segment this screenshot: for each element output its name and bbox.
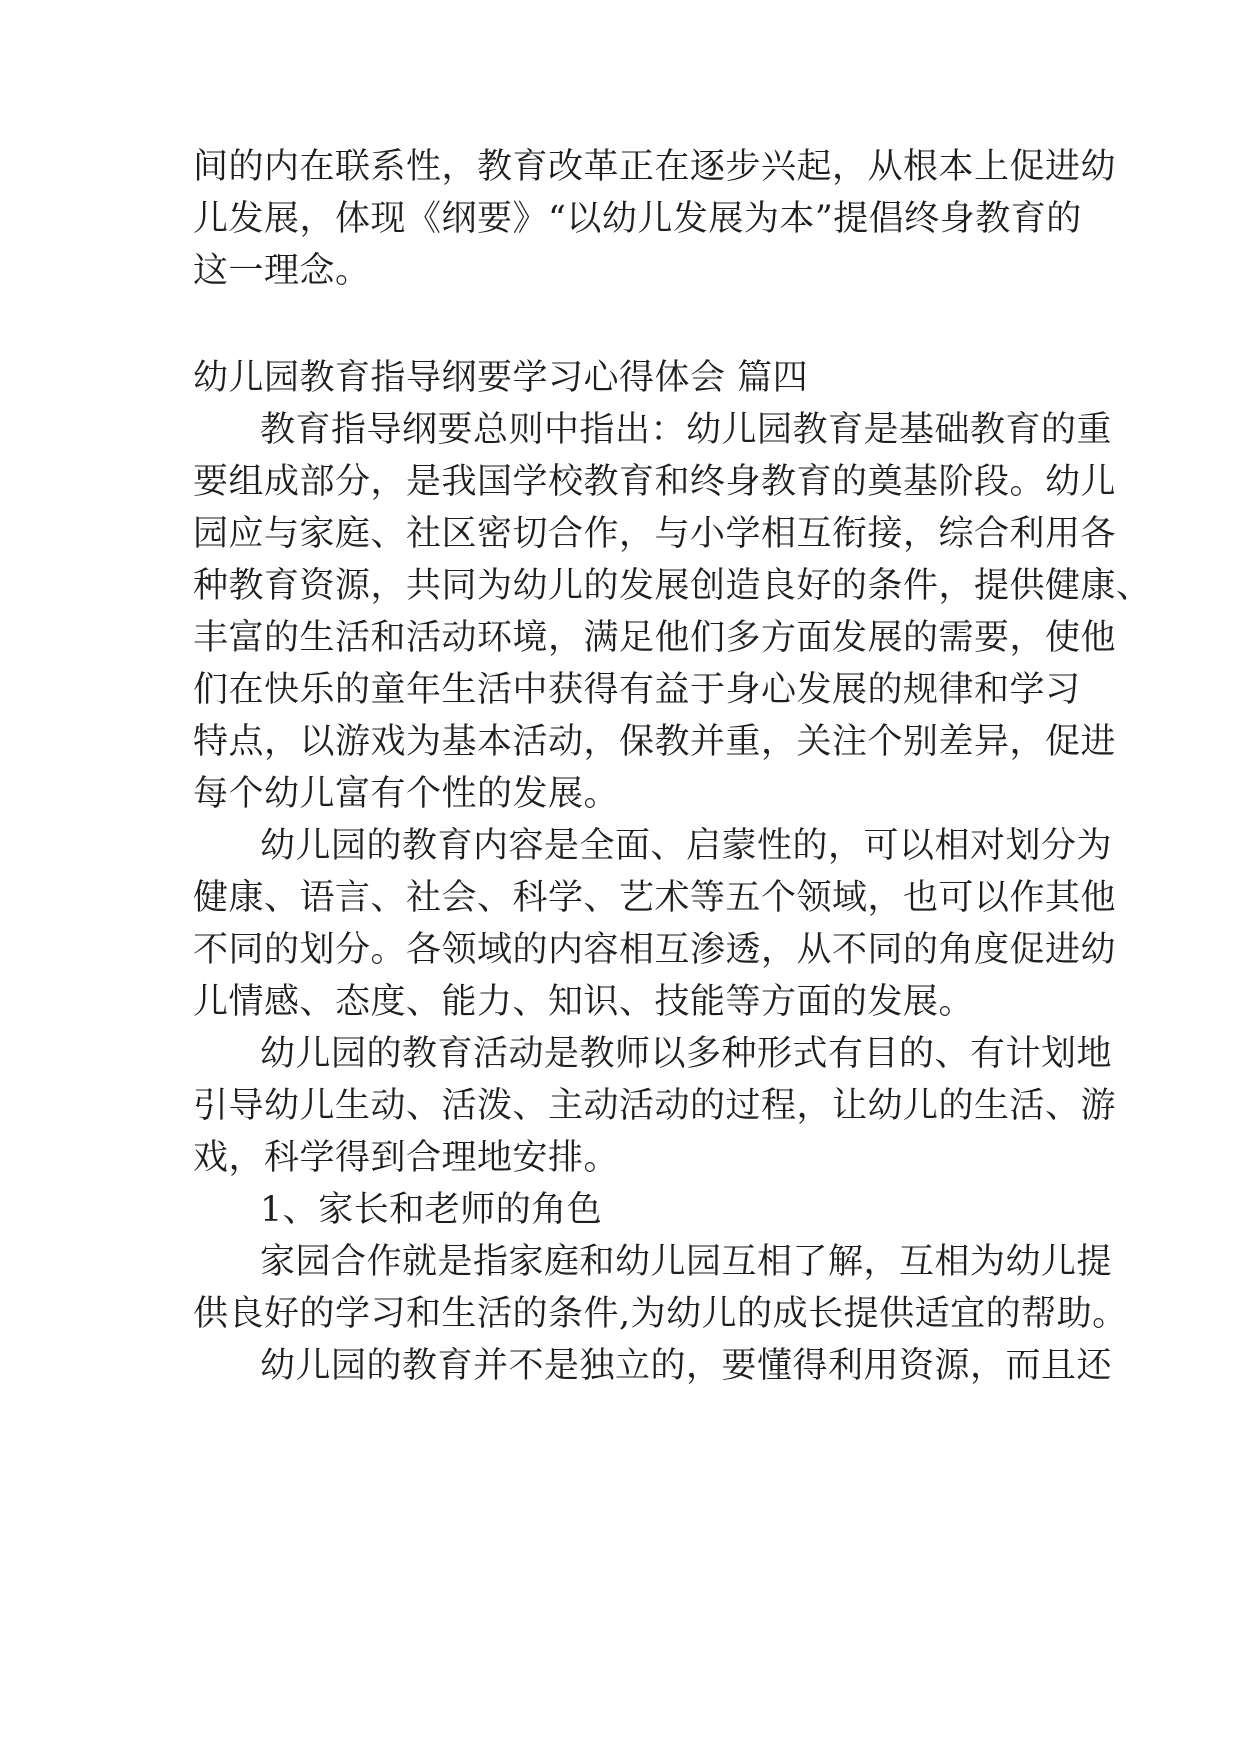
text-line: 供良好的学习和生活的条件,为幼儿的成长提供适宜的帮助。 xyxy=(193,1294,1128,1334)
text-line: 儿发展，体现《纲要》“以幼儿发展为本”提倡终身教育的 xyxy=(193,199,1082,239)
text-line: 幼儿园的教育内容是全面、启蒙性的，可以相对划分为 xyxy=(260,826,1113,866)
text-line: 戏，科学得到合理地安排。 xyxy=(193,1138,620,1178)
text-line: 种教育资源，共同为幼儿的发展创造良好的条件，提供健康、 xyxy=(193,566,1152,606)
text-line: 要组成部分，是我国学校教育和终身教育的奠基阶段。幼儿 xyxy=(193,462,1117,502)
text-line: 不同的划分。各领域的内容相互渗透，从不同的角度促进幼 xyxy=(193,930,1117,970)
text-line: 家园合作就是指家庭和幼儿园互相了解，互相为幼儿提 xyxy=(260,1242,1113,1282)
text-line: 丰富的生活和活动环境，满足他们多方面发展的需要，使他 xyxy=(193,618,1117,658)
text-line: 间的内在联系性，教育改革正在逐步兴起，从根本上促进幼 xyxy=(193,147,1117,187)
text-line: 教育指导纲要总则中指出：幼儿园教育是基础教育的重 xyxy=(260,410,1113,450)
text-line: 儿情感、态度、能力、知识、技能等方面的发展。 xyxy=(193,982,975,1022)
text-line: 引导幼儿生动、活泼、主动活动的过程，让幼儿的生活、游 xyxy=(193,1086,1117,1126)
text-line: 健康、语言、社会、科学、艺术等五个领域，也可以作其他 xyxy=(193,878,1117,918)
text-line: 幼儿园的教育活动是教师以多种形式有目的、有计划地 xyxy=(260,1034,1113,1074)
section-title: 幼儿园教育指导纲要学习心得体会 篇四 xyxy=(193,358,809,398)
text-line: 每个幼儿富有个性的发展。 xyxy=(193,774,620,814)
subheading: 1、家长和老师的角色 xyxy=(260,1190,603,1230)
text-line: 这一理念。 xyxy=(193,251,371,291)
text-line: 特点，以游戏为基本活动，保教并重，关注个别差异，促进 xyxy=(193,722,1117,762)
text-line: 园应与家庭、社区密切合作，与小学相互衔接，综合利用各 xyxy=(193,514,1117,554)
text-line: 们在快乐的童年生活中获得有益于身心发展的规律和学习 xyxy=(193,670,1081,710)
text-line: 幼儿园的教育并不是独立的，要懂得利用资源，而且还 xyxy=(260,1346,1113,1386)
